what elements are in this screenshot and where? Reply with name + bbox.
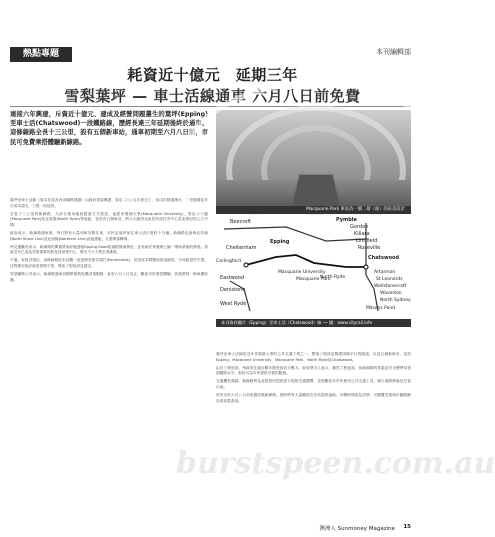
body-column-right <box>216 352 411 407</box>
body-paragraph: 州交通廳長表示，新線路的開通將會紓緩連接Epping Road的道路擠塞情況，並有助於麥覺理公園一帶商業區的發展。該區近年已成為雪梨重要的科技及商業中心，吸引不少大型企業進駐。 <box>10 244 208 255</box>
northern-line <box>224 227 366 241</box>
map-label: Roseville <box>358 245 381 251</box>
map-label: North Sydney <box>380 298 411 303</box>
author-credit: 本刊編輯部 <box>376 48 411 56</box>
station-marker-epping <box>244 263 248 267</box>
watermark: burstspeen.com.au <box>176 446 495 481</box>
body-paragraph: 全長十三公里的新線路，大部分採用地底隧道方式建造，途經麥覺理大學(Macquarie University)、麥覺理公園(Macquarie Park)及北萊德(North Ryde)等地區，並設有五個車站，將大大縮短北區居民前往市中心及北悉尼的交通時間。 <box>10 211 208 227</box>
map-label: Gordon <box>350 224 369 230</box>
magazine-name: 澳洲人 Sunmoney Magazine <box>319 526 395 532</box>
map-label: Killara <box>354 231 370 237</box>
map-label: West Ryde <box>220 301 247 307</box>
lead-paragraph: 連接六年興建，斥資近十億元、建成及經營問題叢生的葉坪(Epping)至車士活(Chatswood)一段鐵路線，歷經長達三年延期後終於通車。這條線路全長十三公里，設有五個新車站，通車初期至六月八日前，市民可免費乘搭體驗新線路。 <box>10 111 208 146</box>
body-column-left <box>10 198 208 286</box>
map-label: Macquarie Park <box>296 277 331 282</box>
map-label: Milsons Point <box>366 306 396 311</box>
map-label: Carlingford <box>216 259 241 264</box>
body-paragraph: 政府表示，新線路通車後，每日將有大量列車穿梭往來，市民由葉坪前往車士活只需約十分鐘。新線路也會與北岸線(North Shore Line)及北部線(Northern Line)直接連接，方便乘客轉乘。 <box>10 230 208 241</box>
map-label: Epping <box>270 239 290 245</box>
section-badge: 熱點專題 <box>10 47 72 62</box>
map-label: Wollstonecraft <box>374 284 407 289</box>
body-paragraph: 交通廳長強調，新線路將為北區居民提供更方便的交通選擇，並鼓勵更多市民使用公共交通工具，減少道路擠塞及空氣污染。 <box>216 379 411 389</box>
page-number: 15 <box>403 524 411 530</box>
body-paragraph: 葉坪至車士活線（原名北部及西部鐵路連線）由政府投資興建，原定二○○五年底完工，但由於隧道滲水、工程複雜及多次成本超支，工程一再延誤。 <box>10 198 208 208</box>
station-marker-chatswood <box>364 265 368 269</box>
map-label: North Ryde <box>320 275 346 280</box>
station-photo <box>216 110 411 206</box>
map-label: Denistone <box>220 287 246 293</box>
map-label: Eastwood <box>220 275 245 281</box>
body-paragraph: 葉坪至車士活線是近年雪梨最大型的公共交通工程之一，整項工程涉及興建兩條平行的隧道，以及五個新車站，包括Epping、Macquarie University、Macquarie Park、North Ryde及Chatswood。 <box>216 352 411 362</box>
body-paragraph: 不過，有批評指出，這條線路原本計劃一直延伸至派拉瑪打(Parramatta)，但因成本問題而被迫縮短，令西區居民失望。反對黨亦批評政府管理不善，導致工程延誤及超支。 <box>10 258 208 268</box>
headline-line-1: 耗資近十億元 延期三年 <box>127 66 298 84</box>
headline-line-2: 雪梨葉坪 — 車士活線通車 六月八日前免費 <box>64 87 361 105</box>
map-caption: 本刊資料圖片（Epping）至車士活（Chatswood）線 ── 圖：www.cityrail.info <box>216 319 411 327</box>
map-label: Artarmon <box>374 270 396 275</box>
map-label: Macquarie University <box>278 270 326 275</box>
rail-map <box>216 215 411 317</box>
map-label: Beecroft <box>230 219 251 225</box>
map-label: Pymble <box>336 217 357 223</box>
body-paragraph: 雪梨鐵路公司表示，新線路通車初期將提供免費試乘服務，直至六月八日為止，歡迎市民乘搭體驗。其後將按一般車費收費。 <box>10 272 208 282</box>
photo-caption: Macquarie Park 車站為一個二層（面）的站房設計 <box>216 206 411 214</box>
epping-chatswood-line <box>246 255 366 267</box>
map-label: Cheltenham <box>226 245 257 251</box>
body-paragraph: 市民可於六月八日前免費試乘新線路，屆時將有大量職員在各站提供協助。有關時間表及詳情，可瀏覽雪梨城市鐵路網站或致電查詢。 <box>216 393 411 403</box>
map-label: Waverton <box>380 291 402 296</box>
map-label: Chatswood <box>368 255 400 261</box>
map-label: St Leonards <box>376 277 403 282</box>
map-label: Lindfield <box>356 238 378 244</box>
body-paragraph: 由於工程延誤，州政府在過去數年間受到各方壓力。政府發言人表示，雖然工程延誤，但新線路的質素及安全標準均達到國際水平，相信可為市民提供可靠的服務。 <box>216 365 411 376</box>
